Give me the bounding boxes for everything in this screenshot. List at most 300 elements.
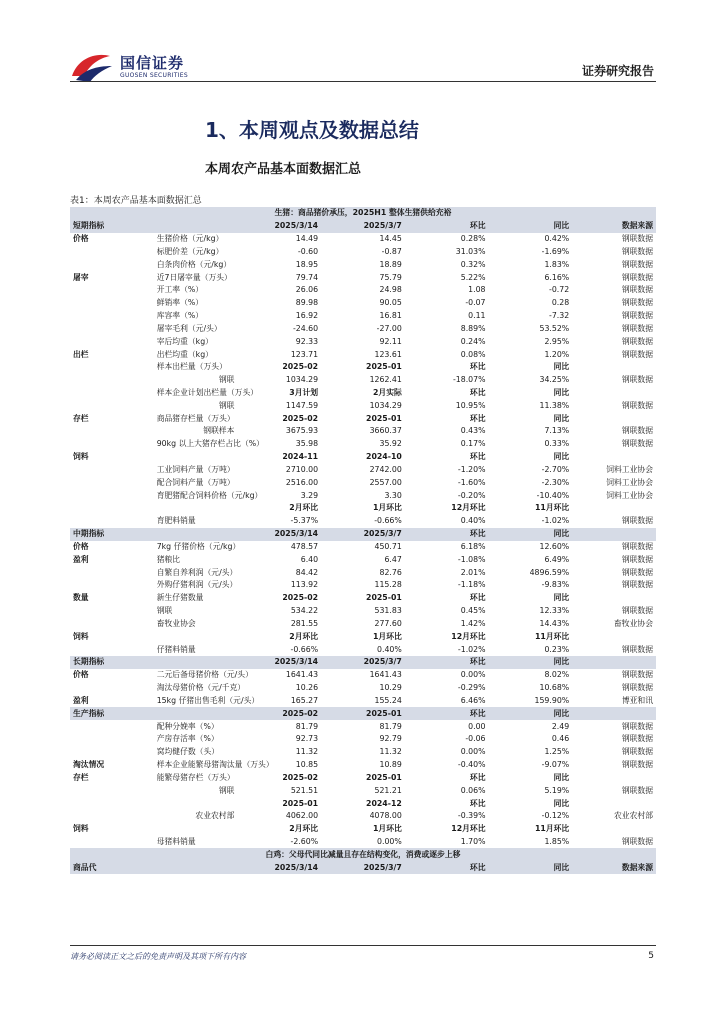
table-cell: 1641.43	[369, 670, 402, 680]
table-cell: 10.89	[379, 760, 402, 770]
table-cell: 2025/3/14	[237, 861, 321, 874]
table-cell	[572, 387, 656, 400]
table-row	[70, 579, 656, 592]
table-cell: 育肥猪配合饲料价格（元/kg）	[156, 490, 263, 500]
table-cell: 仔猪料销量	[156, 644, 196, 654]
table-cell: 165.27	[290, 695, 319, 705]
table-cell: 同比	[553, 388, 570, 397]
table-cell: 生产指标	[70, 707, 154, 720]
table-cell: 同比	[553, 772, 570, 782]
table-cell: 92.73	[295, 734, 319, 744]
table-cell: 7kg 仔猪价格（元/kg）	[156, 541, 241, 551]
table-cell: 0.43%	[460, 426, 486, 436]
table-cell: 26.06	[295, 285, 319, 295]
table-cell: 钢联	[156, 606, 173, 616]
table-cell: 同比	[553, 798, 570, 808]
table-cell: 钢联数据	[621, 298, 653, 308]
table-cell: -2.60%	[290, 836, 319, 846]
table-cell: 钢联数据	[621, 567, 653, 577]
table-cell: 3675.93	[285, 426, 319, 436]
table-cell: 样本出栏量（万头）	[156, 362, 227, 372]
table-cell: 11.32	[379, 747, 402, 757]
table-cell: 二元后备母猪价格（元/头）	[156, 670, 253, 680]
table-header-row	[70, 528, 656, 541]
table-cell: 12月环比	[451, 824, 486, 834]
table-cell: 屠宰毛利（元/头）	[156, 323, 222, 333]
table-header-row	[70, 861, 656, 874]
table-cell: 农业农村部	[195, 811, 235, 821]
table-cell: -24.60	[292, 323, 319, 333]
table-row	[70, 592, 656, 605]
table-cell: 4062.00	[285, 811, 319, 821]
table-cell: 24.98	[379, 285, 402, 295]
table-cell: 81.79	[295, 721, 319, 731]
table-cell: 0.00	[468, 721, 486, 731]
table-cell: -0.07	[465, 298, 486, 308]
table-cell: 3月计划	[289, 388, 319, 397]
table-cell	[70, 746, 154, 759]
table-cell: 2024-12	[366, 798, 402, 808]
table-cell: 2025-01	[366, 593, 402, 603]
table-cell: 同比	[489, 861, 573, 874]
table-row	[70, 310, 656, 323]
table-cell: 配种分娩率（%）	[156, 721, 219, 731]
table-row	[70, 759, 656, 772]
table-cell: 2025/3/7	[321, 861, 405, 874]
table-cell: 0.24%	[460, 336, 486, 346]
table-row	[70, 412, 656, 425]
table-cell	[154, 528, 238, 541]
table-cell: 饲料	[73, 452, 89, 462]
table-cell: 31.03%	[455, 246, 486, 256]
table-cell	[154, 707, 238, 720]
table-cell: 5.19%	[544, 785, 570, 795]
table-cell	[70, 374, 154, 387]
table-cell	[572, 412, 656, 425]
table-cell	[572, 592, 656, 605]
table-cell: 新生仔猪数量	[156, 593, 204, 603]
table-cell: 配合饲料产量（万吨）	[156, 477, 235, 487]
table-cell: 0.23%	[544, 644, 570, 654]
table-cell: 2025-01	[282, 798, 319, 808]
table-cell: -5.37%	[290, 516, 319, 526]
table-cell: 6.40	[300, 554, 319, 564]
report-type: 证券研究报告	[581, 64, 654, 78]
table-cell: 育肥料销量	[156, 516, 196, 526]
table-cell: 淘汰情况	[73, 760, 105, 770]
table-cell: -0.87	[381, 246, 402, 256]
table-row	[70, 348, 656, 361]
table-row	[70, 630, 656, 643]
table-cell: 5.22%	[460, 272, 486, 282]
table-cell: 2025-02	[282, 362, 319, 372]
table-cell: 2025/3/14	[237, 528, 321, 541]
table-cell: 环比	[469, 388, 486, 397]
table-row	[70, 515, 656, 528]
table-cell: 34.25%	[539, 375, 570, 385]
table-cell: 2025/3/7	[321, 220, 405, 233]
table-cell: 4078.00	[369, 811, 402, 821]
table-cell	[70, 297, 154, 310]
table-cell: 2024-10	[366, 452, 402, 462]
table-row	[70, 399, 656, 412]
table-cell: 12月环比	[451, 631, 486, 641]
table-cell	[572, 502, 656, 515]
table-cell	[70, 284, 154, 297]
table-cell: 14.45	[379, 234, 402, 244]
table-cell: -1.20%	[457, 464, 486, 474]
table-cell: 1.25%	[544, 747, 570, 757]
table-cell: 0.17%	[460, 439, 486, 449]
table-cell: 0.08%	[460, 349, 486, 359]
table-cell: 0.32%	[460, 259, 486, 269]
table-cell	[70, 810, 154, 823]
table-cell: 16.81	[379, 311, 402, 321]
table-cell	[70, 310, 154, 323]
table-cell: -2.70%	[541, 464, 570, 474]
table-cell: 环比	[469, 413, 486, 423]
table-cell: 宰后均重（kg）	[156, 336, 213, 346]
table-header-row	[70, 707, 656, 720]
table-cell: 2025-02	[282, 413, 319, 423]
table-cell	[572, 630, 656, 643]
table-cell	[154, 823, 238, 836]
table-cell: 0.00%	[460, 670, 486, 680]
table-cell: -1.69%	[541, 246, 570, 256]
table-cell: 饲料	[73, 631, 89, 641]
table-cell: -7.32	[549, 311, 570, 321]
table-row	[70, 682, 656, 695]
table-cell: 母猪料销量	[156, 836, 196, 846]
table-cell: 1.42%	[460, 618, 486, 628]
table-cell: -0.39%	[457, 811, 486, 821]
table-cell: 饲料工业协会	[606, 490, 653, 500]
table-cell: 2月环比	[289, 503, 319, 513]
table-row	[70, 694, 656, 707]
table-cell: -0.60	[297, 246, 319, 256]
table-cell: 1.70%	[460, 836, 486, 846]
table-cell	[70, 566, 154, 579]
table-cell: 农业农村部	[614, 811, 653, 821]
table-cell: 环比	[405, 707, 489, 720]
table-cell: 35.98	[295, 439, 319, 449]
table-cell: 钢联数据	[621, 554, 653, 564]
table-cell: 环比	[469, 452, 486, 462]
footer-disclaimer: 请务必阅读正文之后的免责声明及其项下所有内容	[70, 952, 246, 961]
table-cell: -1.18%	[457, 580, 486, 590]
table-row	[70, 335, 656, 348]
table-cell: 92.11	[379, 336, 402, 346]
table-cell	[154, 797, 238, 810]
guosen-logo-icon	[70, 50, 114, 84]
table-row	[70, 438, 656, 451]
table-cell	[154, 451, 238, 464]
table-cell: 81.79	[379, 721, 402, 731]
table-cell: 10.68%	[539, 683, 570, 693]
table-cell: 钢联数据	[621, 323, 653, 333]
table-cell: -27.00	[376, 323, 402, 333]
table-cell: 0.45%	[460, 606, 486, 616]
table-cell: 1034.29	[369, 400, 402, 410]
table-cell: 89.98	[295, 298, 319, 308]
table-row	[70, 451, 656, 464]
table-cell	[70, 515, 154, 528]
table-cell: 0.00%	[460, 747, 486, 757]
table-row	[70, 284, 656, 297]
table-row	[70, 245, 656, 258]
table-cell: 12.33%	[539, 606, 570, 616]
section-title: 1、本周观点及数据总结	[205, 118, 419, 142]
table-cell: 0.28	[551, 298, 570, 308]
table-cell: 2025-01	[366, 772, 402, 782]
table-cell: 同比	[489, 528, 573, 541]
table-cell: -10.40%	[536, 490, 570, 500]
table-cell: 92.33	[295, 336, 319, 346]
table-cell	[70, 502, 154, 515]
table-cell: 窝均健仔数（头）	[156, 747, 220, 757]
table-row	[70, 502, 656, 515]
table-cell: 0.33%	[544, 439, 570, 449]
table-cell: 123.61	[374, 349, 402, 359]
table-row	[70, 566, 656, 579]
table-cell: 2.95%	[544, 336, 570, 346]
table-cell: 478.57	[290, 541, 319, 551]
table-banner-cell: 生猪：商品猪价承压，2025H1 整体生猪供给充裕	[70, 207, 656, 220]
table-cell: 自繁自养利润（元/头）	[156, 567, 238, 577]
table-cell	[572, 656, 656, 669]
table-cell: 14.43%	[539, 618, 570, 628]
table-cell: 商品猪存栏量（万头）	[156, 413, 235, 423]
table-cell: 钢联数据	[621, 836, 653, 846]
table-row	[70, 618, 656, 631]
table-cell: 2025/3/7	[321, 528, 405, 541]
table-cell: 18.89	[379, 259, 402, 269]
table-cell: 2025-02	[282, 593, 319, 603]
table-cell: -0.06	[465, 734, 486, 744]
table-cell: 10.95%	[455, 400, 486, 410]
table-cell: 同比	[489, 656, 573, 669]
table-row	[70, 643, 656, 656]
table-cell: -9.83%	[541, 580, 570, 590]
table-cell: -0.66%	[374, 516, 402, 526]
table-row	[70, 489, 656, 502]
table-cell: 环比	[469, 362, 486, 372]
table-cell: 畜牧业协会	[614, 618, 653, 628]
table-cell: 开工率（%）	[156, 285, 204, 295]
table-cell: 2710.00	[285, 464, 319, 474]
table-cell: 存栏	[73, 413, 89, 423]
table-cell	[70, 733, 154, 746]
table-row	[70, 771, 656, 784]
table-cell: 92.79	[379, 734, 402, 744]
table-cell: 10.85	[295, 760, 319, 770]
table-cell: 6.47	[384, 554, 402, 564]
table-cell: 6.46%	[460, 695, 486, 705]
table-cell: -0.72	[549, 285, 570, 295]
table-cell: 1262.41	[369, 375, 402, 385]
table-cell: 90.05	[379, 298, 402, 308]
logo-text-en: GUOSEN SECURITIES	[120, 72, 189, 79]
table-cell: 博亚和讯	[621, 695, 653, 705]
table-cell: 84.42	[295, 567, 319, 577]
table-cell: 钢联数据	[621, 580, 653, 590]
table-cell: 90kg 以上大猪存栏占比（%）	[156, 439, 264, 449]
table-header-row	[70, 656, 656, 669]
table-cell: 2025/3/7	[321, 656, 405, 669]
table-cell: 3.29	[300, 490, 319, 500]
table-cell: 钢联	[218, 400, 235, 410]
table-cell: 79.74	[295, 272, 319, 282]
data-table	[70, 207, 656, 874]
table-cell: 11.32	[295, 747, 319, 757]
table-cell	[572, 451, 656, 464]
table-cell: 钢联数据	[621, 375, 653, 385]
table-cell: 价格	[73, 234, 89, 244]
table-cell: 钢联数据	[621, 516, 653, 526]
table-cell	[70, 618, 154, 631]
table-cell	[70, 797, 154, 810]
table-cell	[70, 784, 154, 797]
page-header	[0, 0, 724, 90]
table-cell: 短期指标	[70, 220, 154, 233]
table-cell: 11月环比	[534, 631, 570, 641]
table-cell: 钢联数据	[621, 311, 653, 321]
table-cell: 0.42%	[544, 234, 570, 244]
table-cell: 环比	[469, 798, 486, 808]
table-cell: 2024-11	[282, 452, 319, 462]
table-cell: 0.28%	[460, 234, 486, 244]
table-cell: 钢联数据	[621, 259, 653, 269]
table-caption: 表1：本周农产品基本面数据汇总	[70, 196, 202, 206]
table-cell: 8.02%	[544, 670, 570, 680]
table-row	[70, 746, 656, 759]
table-cell: 数据来源	[572, 220, 656, 233]
table-cell: 畜牧业协会	[156, 618, 196, 628]
table-cell: 钢联数据	[621, 785, 653, 795]
table-cell: 钢联数据	[621, 426, 653, 436]
table-cell: 155.24	[374, 695, 402, 705]
table-cell: 11.38%	[539, 400, 570, 410]
table-cell: 6.18%	[460, 541, 486, 551]
table-cell: 2.01%	[460, 567, 486, 577]
table-cell: 钢联数据	[621, 747, 653, 757]
table-cell: 115.28	[374, 580, 402, 590]
table-cell: -0.66%	[290, 644, 319, 654]
table-cell	[154, 502, 238, 515]
table-banner-cell: 白鸡：父母代同比减量且存在结构变化，消费或逐步上移	[70, 848, 656, 861]
table-cell: 钢联	[218, 375, 235, 385]
table-cell: 0.00%	[377, 836, 402, 846]
table-cell: 2.49	[551, 721, 570, 731]
table-cell: 281.55	[290, 618, 319, 628]
table-cell: 15kg 仔猪出售毛利（元/头）	[156, 695, 260, 705]
table-cell: 数量	[73, 593, 89, 603]
table-cell: 2025-01	[366, 413, 402, 423]
table-cell: 2025-02	[237, 707, 321, 720]
table-cell: 钢联数据	[621, 400, 653, 410]
table-cell: 6.16%	[544, 272, 570, 282]
table-cell: -0.40%	[457, 760, 486, 770]
table-cell: 环比	[469, 772, 486, 782]
table-cell: 出栏均重（kg）	[156, 349, 213, 359]
table-cell: 2月实际	[372, 388, 402, 397]
table-cell: 1月环比	[372, 631, 402, 641]
table-row	[70, 464, 656, 477]
table-cell: 钢联数据	[621, 272, 653, 282]
table-cell: 10.29	[379, 683, 402, 693]
table-cell: 钢联数据	[621, 734, 653, 744]
table-cell: 同比	[489, 707, 573, 720]
table-cell: 2025/3/14	[237, 220, 321, 233]
table-cell: 0.46	[551, 734, 570, 744]
table-cell	[70, 425, 154, 438]
table-cell: 饲料	[73, 824, 89, 834]
table-row	[70, 297, 656, 310]
table-cell: 环比	[405, 220, 489, 233]
table-cell: 钢联数据	[621, 670, 653, 680]
table-cell: 7.13%	[544, 426, 570, 436]
table-cell: 屠宰	[73, 272, 89, 282]
table-cell: 1641.43	[285, 670, 319, 680]
table-cell: 0.40%	[460, 516, 486, 526]
table-cell	[70, 387, 154, 400]
table-cell: 出栏	[73, 349, 89, 359]
table-cell: 277.60	[374, 618, 402, 628]
table-cell: 2025-02	[282, 772, 319, 782]
table-row	[70, 425, 656, 438]
table-cell	[70, 361, 154, 374]
table-cell: 能繁母猪存栏（万头）	[156, 772, 235, 782]
table-cell: 价格	[73, 670, 89, 680]
table-cell: 样本企业能繁母猪淘汰量（万头）	[156, 760, 274, 770]
table-cell: 标肥价差（元/kg）	[156, 246, 224, 256]
table-cell	[572, 707, 656, 720]
table-row	[70, 374, 656, 387]
table-cell: 产房存活率（%）	[156, 734, 219, 744]
table-row	[70, 669, 656, 682]
table-cell: 同比	[553, 413, 570, 423]
table-cell: 2557.00	[369, 477, 402, 487]
table-cell: 1.85%	[544, 836, 570, 846]
table-row	[70, 810, 656, 823]
table-cell	[572, 771, 656, 784]
table-cell: 1.83%	[544, 259, 570, 269]
table-cell: 存栏	[73, 772, 89, 782]
table-cell: 钢联样本	[203, 426, 235, 436]
table-cell	[70, 335, 154, 348]
table-cell: 同比	[489, 220, 573, 233]
table-cell: 521.51	[290, 785, 319, 795]
table-row	[70, 836, 656, 849]
table-cell: 环比	[405, 861, 489, 874]
table-cell: -0.20%	[457, 490, 486, 500]
table-cell	[572, 528, 656, 541]
table-cell: 0.06%	[460, 785, 486, 795]
table-row	[70, 258, 656, 271]
table-cell: 环比	[469, 593, 486, 603]
table-cell	[154, 861, 238, 874]
table-banner-row	[70, 848, 656, 861]
table-cell: 450.71	[374, 541, 402, 551]
table-cell: -2.30%	[541, 477, 570, 487]
table-cell: 1月环比	[372, 503, 402, 513]
table-cell: 11月环比	[534, 824, 570, 834]
table-cell	[70, 464, 154, 477]
table-cell	[70, 322, 154, 335]
table-cell: 10.26	[295, 683, 319, 693]
table-cell: 2025/3/14	[237, 656, 321, 669]
data-table-wrapper	[70, 207, 656, 874]
